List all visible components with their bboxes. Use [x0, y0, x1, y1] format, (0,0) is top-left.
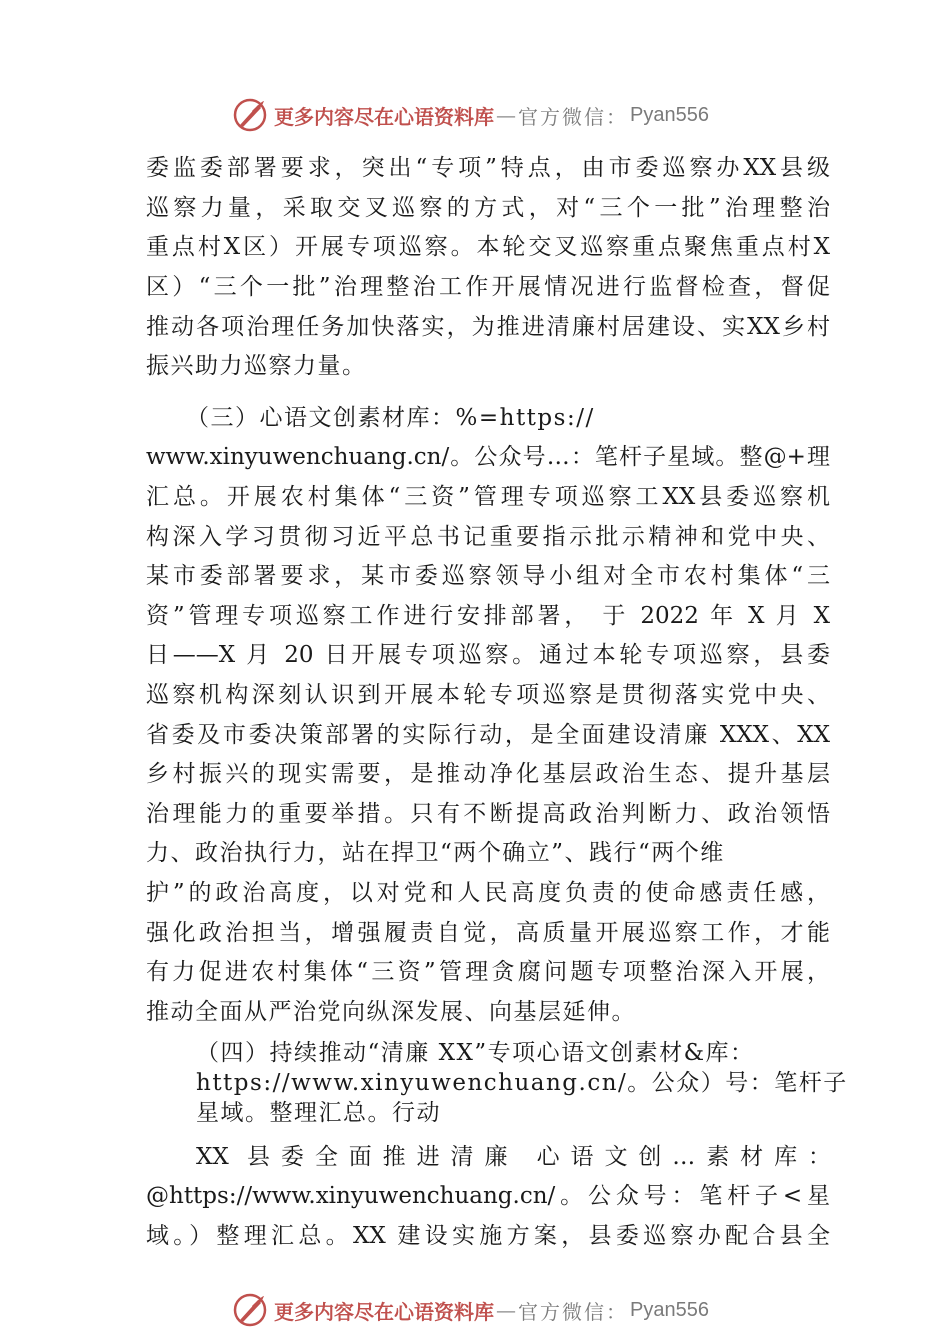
- body-line: 资”管理专项巡察工作进行安排部署， 于 2022 年 X 月 X: [146, 603, 830, 629]
- banner-title: 更多内容尽在心语资料库: [274, 104, 494, 129]
- body-line: 某市委部署要求，某市委巡察领导小组对全市农村集体“三: [146, 563, 830, 589]
- body-line: 强化政治担当，增强履责自觉，高质量开展巡察工作，才能: [146, 920, 830, 946]
- body-line: 巡察机构深刻认识到开展本轮专项巡察是贯彻落实党中央、: [146, 682, 830, 708]
- banner-separator: —: [496, 103, 516, 127]
- body-line: 力、政治执行力，站在捍卫“两个确立”、践行“两个维: [146, 840, 725, 866]
- banner-wechat-label: 官方微信：: [518, 104, 628, 129]
- body-line: 区）“三个一批”治理整治工作开展情况进行监督检查，督促: [146, 274, 830, 300]
- body-line: 有力促进农村集体“三资”管理贪腐问题专项整治深入开展，: [146, 959, 830, 985]
- body-line: 汇总。开展农村集体“三资”管理专项巡察工XX县委巡察机: [146, 484, 830, 510]
- banner-separator: —: [496, 1298, 516, 1322]
- body-line: 治理能力的重要举措。只有不断提高政治判断力、政治领悟: [146, 801, 830, 827]
- banner-title: 更多内容尽在心语资料库: [274, 1299, 494, 1324]
- body-line: 省委及市委决策部署的实际行动，是全面建设清廉 XXX、XX: [146, 722, 830, 748]
- body-line: @https://www.xinyuwenchuang.cn/。公众号：笔杆子<星: [146, 1183, 830, 1209]
- section-heading: https://www.xinyuwenchuang.cn/。公众）号：笔杆子: [196, 1070, 848, 1096]
- body-line: 重点村X区）开展专项巡察。本轮交叉巡察重点聚焦重点村X: [146, 234, 830, 260]
- body-line: 推动各项治理任务加快落实，为推进清廉村居建设、实XX乡村: [146, 314, 830, 340]
- body-line: 巡察力量，采取交叉巡察的方式，对“三个一批”治理整治: [146, 195, 830, 221]
- section-heading: （三）心语文创素材库：%=https://: [186, 405, 595, 431]
- section-heading: （四）持续推动“清廉 XX”专项心语文创素材&库：: [196, 1040, 755, 1066]
- quill-logo-icon: [232, 97, 268, 133]
- body-line: 日——X 月 20 日开展专项巡察。通过本轮专项巡察，县委: [146, 642, 830, 668]
- banner-wechat-id: Pyan556: [630, 1298, 709, 1321]
- body-line: 振兴助力巡察力量。: [146, 353, 367, 379]
- body-line: 委监委部署要求，突出“专项”特点，由市委巡察办XX县级: [146, 155, 830, 181]
- body-line: 构深入学习贯彻习近平总书记重要指示批示精神和党中央、: [146, 524, 830, 550]
- body-line: 护”的政治高度，以对党和人民高度负责的使命感责任感，: [146, 880, 830, 906]
- body-line: 乡村振兴的现实需要，是推动净化基层政治生态、提升基层: [146, 761, 830, 787]
- section-heading: 星域。整理汇总。行动: [196, 1100, 441, 1126]
- body-line: 域。）整理汇总。XX 建设实施方案，县委巡察办配合县全: [146, 1223, 830, 1249]
- body-line: www.xinyuwenchuang.cn/。公众号…：笔杆子星域。整@+理: [146, 444, 830, 470]
- footer-banner: [232, 1290, 709, 1330]
- banner-wechat-id: Pyan556: [630, 103, 709, 126]
- body-line: 推动全面从严治党向纵深发展、向基层延伸。: [146, 999, 636, 1025]
- body-line: XX 县委全面推进清廉 心语文创…素材库：: [196, 1144, 831, 1170]
- header-banner: [232, 95, 709, 135]
- quill-logo-icon: [232, 1292, 268, 1328]
- banner-wechat-label: 官方微信：: [518, 1299, 628, 1324]
